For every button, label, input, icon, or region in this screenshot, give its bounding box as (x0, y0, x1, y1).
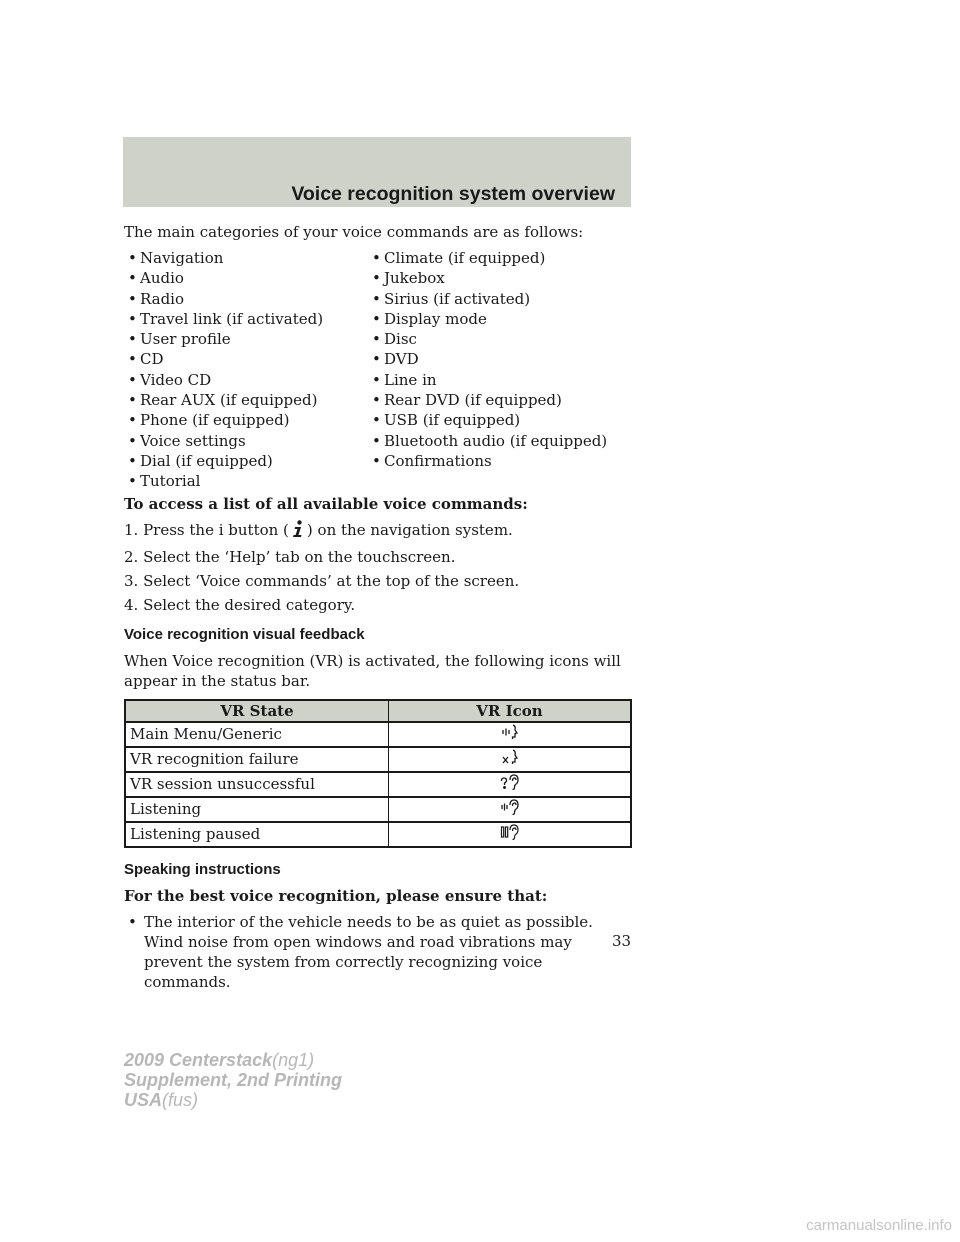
footer-title: 2009 Centerstack (124, 1050, 273, 1070)
category-item: • Radio (128, 289, 372, 309)
question-ear-icon (500, 777, 520, 795)
table-header-row (125, 700, 631, 722)
table-row (125, 822, 631, 847)
category-item: • Disc (372, 329, 632, 349)
feedback-text: When Voice recognition (VR) is activated, the following icons will appear in the status bar. (124, 651, 621, 690)
vr-state-cell: Listening paused (125, 822, 389, 847)
document-footer (124, 1050, 342, 1110)
step-2: 2. Select the ‘Help’ tab on the touchscreen. (124, 547, 456, 566)
category-item: • Display mode (372, 309, 632, 329)
x-speaking-head-icon (501, 752, 519, 770)
footer-region: USA (124, 1090, 163, 1110)
step-1 (124, 520, 632, 543)
footer-printing: Supplement, 2nd Printing (124, 1070, 343, 1090)
vr-state-cell: VR recognition failure (125, 747, 389, 772)
category-item: • Confirmations (372, 451, 632, 471)
footer-region-code: (fus) (162, 1090, 199, 1110)
access-steps (124, 520, 632, 615)
speaking-heading: Speaking instructions (124, 860, 281, 878)
vr-state-cell: VR session unsuccessful (125, 772, 389, 797)
page-content (124, 222, 632, 992)
intro-text: The main categories of your voice commands are as follows: (124, 223, 584, 241)
category-item: • Jukebox (372, 268, 632, 288)
category-item: • Travel link (if activated) (128, 309, 372, 329)
category-list-left (124, 248, 372, 492)
category-item: • Rear DVD (if equipped) (372, 390, 632, 410)
vr-state-table (124, 699, 632, 848)
page-number: 33 (612, 932, 632, 950)
vr-state-cell: Main Menu/Generic (125, 722, 389, 747)
category-item: • USB (if equipped) (372, 410, 632, 430)
category-item: • Bluetooth audio (if equipped) (372, 431, 632, 451)
category-item: • Dial (if equipped) (128, 451, 372, 471)
access-heading: To access a list of all available voice commands: (124, 494, 528, 513)
table-row (125, 797, 631, 822)
step-1-text-after: ) on the navigation system. (306, 520, 513, 539)
step-1-text-before: 1. Press the i button ( (124, 520, 289, 539)
section-header-band (123, 137, 631, 207)
table-row (125, 747, 631, 772)
category-item: • DVD (372, 349, 632, 369)
category-item: • Climate (if equipped) (372, 248, 632, 268)
vr-state-cell: Listening (125, 797, 389, 822)
table-row (125, 772, 631, 797)
category-item: • Phone (if equipped) (128, 410, 372, 430)
category-item: • User profile (128, 329, 372, 349)
category-item: • Audio (128, 268, 372, 288)
speaking-head-icon (501, 727, 519, 745)
header-vr-icon: VR Icon (389, 700, 632, 722)
speaking-subheading: For the best voice recognition, please ensure that: (124, 886, 548, 905)
step-4: 4. Select the desired category. (124, 595, 356, 614)
category-item: • Voice settings (128, 431, 372, 451)
category-item: • Video CD (128, 370, 372, 390)
category-item: • Sirius (if activated) (372, 289, 632, 309)
category-item: • Navigation (128, 248, 372, 268)
paused-ear-icon (500, 827, 520, 845)
listening-ear-icon (500, 802, 520, 820)
info-button-icon (291, 520, 305, 543)
category-item: • Line in (372, 370, 632, 390)
step-3: 3. Select ‘Voice commands’ at the top of the screen. (124, 571, 520, 590)
footer-code: (ng1) (272, 1050, 315, 1070)
category-columns (124, 248, 632, 492)
section-title: Voice recognition system overview (291, 183, 615, 205)
category-item: • Tutorial (128, 471, 372, 491)
feedback-heading: Voice recognition visual feedback (124, 625, 365, 643)
category-list-right (372, 248, 632, 492)
speaking-bullet: • The interior of the vehicle needs to be as quiet as possible. Wind noise from open windows and road vibrations may prevent the system from correctly recognizing voice commands. (124, 912, 632, 992)
header-vr-state: VR State (125, 700, 389, 722)
category-item: • CD (128, 349, 372, 369)
category-item: • Rear AUX (if equipped) (128, 390, 372, 410)
watermark: carmanualsonline.info (806, 1217, 952, 1234)
table-row (125, 722, 631, 747)
